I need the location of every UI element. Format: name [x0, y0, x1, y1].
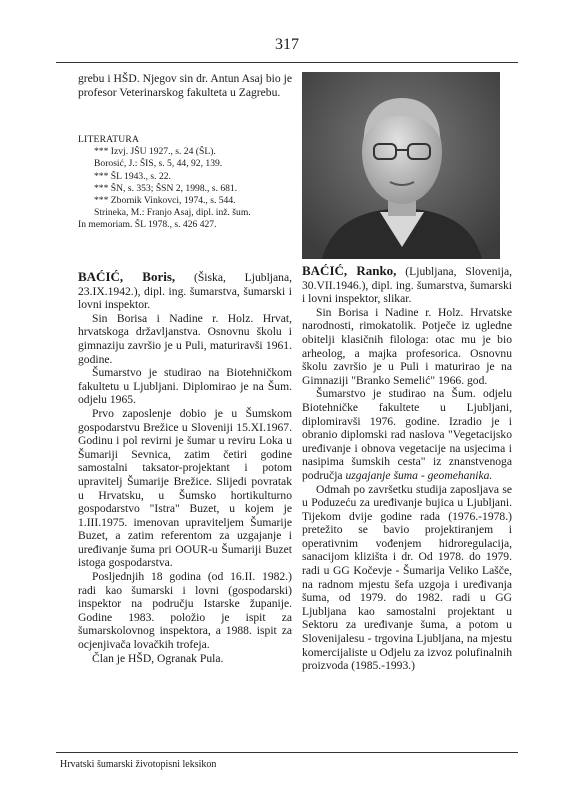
literature-list: [78, 134, 292, 232]
literature-entry: *** ŠN, s. 353; ŠSN 2, 1998., s. 681.: [94, 182, 238, 194]
entry-boris: BAĆIĆ, Boris, (Šiska, Ljubljana, 23.IX.1942.), dipl. ing. šumarstva, šumarski i lovni inspektor. Sin Borisa i Nadine r. Holz. Hrvat, hrvatskoga državljanstva. Osnovnu školu i gimnaziju završio je u Puli, maturiravši 1961. godine. Šumarstvo je studirao na Biotehničkom fakultetu u Ljubljani. Diplomirao je na Šum. odjelu 1965. Prvo zaposlenje dobio je u Šumskom gospodarstvu Brežice u Sloveniji 15.XI.1967. Godinu i pol revirni je šumar u reviru Loka u Šumariji Sevnica, zatim četiri godine samostalni taksator-projektant i potom upravitelj Šumarije Brežice. Slijedi povratak u Hrvatsku, u Šumsko hortikulturno gospodarstvo "Istra" Buzet, u kojem je 1.III.1975. imenovan upraviteljem Šumarije Buzet, a zatim referentom za uzgajanje i uređivanje šuma pri OOUR-u Šumariji Buzet istoga gospodarstva. Posljednjih 18 godina (od 16.II. 1982.) radi kao šumarski i lovni (gospodarski) inspektor na području Istarske županije. Godine 1983. položio je ispit za šumarskolovnog inspektora, a 1988. ispit za ocjenjivača lovačkih trofeja. Član je HŠD, Ogranak Pula.: [78, 269, 292, 665]
literature-entry: Borosić, J.: ŠIS, s. 5, 44, 92, 139.: [94, 158, 223, 170]
literature-entry: In memoriam. ŠL 1978., s. 426 427.: [78, 219, 217, 231]
portrait-photo: [302, 72, 500, 259]
entry-paragraph: Sin Borisa i Nadine r. Holz. Hrvat, hrvatskoga državljanstva. Osnovnu školu i gimnaziju završio je u Puli, maturiravši 1961. godine.: [78, 311, 292, 366]
footer-rule: [56, 752, 518, 753]
entry-paragraph: Šumarstvo je studirao na Biotehničkom fakultetu u Ljubljani. Diplomirao je na Šum. odjelu 1965.: [78, 366, 292, 407]
portrait-illustration: [302, 72, 500, 259]
literature-entry: *** ŠL 1943., s. 22.: [94, 170, 171, 182]
literature-heading: LITERATURA: [78, 134, 140, 145]
intro-paragraph: grebu i HŠD. Njegov sin dr. Antun Asaj bio je profesor Veterinarskog fakulteta u Zagrebu.: [78, 72, 292, 99]
entry-paragraph: Šumarstvo je studirao na Šum. odjelu Biotehničke fakultete u Ljubljani, diplomiravši 1976. godine. Izradio je i obranio diplomski rad naslova "Vegetacijsko uređivanje i obnova vegetacije na usjecima i nasipima šumskih cesta" iz znanstvenoga područja uzgajanje šuma - geomehanika.: [302, 387, 512, 482]
entry-paragraph: Sin Borisa i Nadine r. Holz. Hrvatske narodnosti, rimokatolik. Potječe iz ugledne obitelji klasičnih filologa: otac mu je bio arheolog, a majka profesorica. Osnovnu školu završio je u Puli i maturirao je na Gimnaziji "Branko Semelić" 1966. god.: [302, 305, 512, 387]
page-number: 317: [275, 36, 299, 53]
literature-entry: *** Zbornik Vinkovci, 1974., s. 544.: [94, 195, 236, 207]
entry-paragraph: Prvo zaposlenje dobio je u Šumskom gospodarstvu Brežice u Sloveniji 15.XI.1967. Godinu i pol revirni je šumar u reviru Loka u Šumariji Sevnica, zatim četiri godine samostalni taksator-projektant i potom upravitelj Šumarije Brežice. Slijedi povratak u Hrvatsku, u Šumsko hortikulturno gospodarstvo "Istra" Buzet, u kojem je 1.III.1975. imenovan upraviteljem Šumarije Buzet, a zatim referentom za uzgajanje i uređivanje šuma pri OOUR-u Šumariji Buzet istoga gospodarstva.: [78, 406, 292, 570]
entry-title-boris: BAĆIĆ, Boris,: [78, 269, 176, 284]
literature-entry: Strineka, M.: Franjo Asaj, dipl. inž. šum.: [94, 207, 251, 219]
entry-paragraph: Odmah po završetku studija zaposljava se u Poduzeću za uređivanje bujica u Ljubljani. Tijekom dvije godine rada (1976.-1978.) pretežito se bavio projektiranjem i operativnim vođenjem hidroregulacija, sanacijom klizišta i dr. Od 1978. do 1979. radi u GG Kočevje - Šumarija Veliko Lašče, na radnom mjestu šefa uzgoja i uređivanja šuma, od 1979. do 1982. radi u GG Ljubljana kao samostalni projektant u Sektoru za uređivanje šuma, a potom u Slovenijalesu - trgovina Ljubljana, na mjestu komercijaliste u Odjelu za izvoz polufinalnih proizvoda (1985.-1993.): [302, 482, 512, 673]
research-field: uzgajanje šuma - geomehanika.: [345, 468, 493, 482]
footer-title: Hrvatski šumarski životopisni leksikon: [60, 759, 217, 770]
literature-entry: *** Izvj. JŠU 1927., s. 24 (ŠL).: [94, 146, 216, 158]
entry-paragraph: Posljednjih 18 godina (od 16.II. 1982.) radi kao šumarski i lovni (gospodarski) inspektor na području Istarske županije. Godine 1983. položio je ispit za šumarskolovnog inspektora, a 1988. ispit za ocjenjivača lovačkih trofeja.: [78, 570, 292, 652]
entry-paragraph: Član je HŠD, Ogranak Pula.: [92, 651, 224, 665]
header-rule: [56, 62, 518, 63]
entry-title-ranko: BAĆIĆ, Ranko,: [302, 263, 397, 278]
entry-ranko: BAĆIĆ, Ranko, (Ljubljana, Slovenija, 30.VII.1946.), dipl. ing. šumarstva, šumarski i lovni inspektor, slikar. Sin Borisa i Nadine r. Holz. Hrvatske narodnosti, rimokatolik. Potječe iz ugledne obitelji klasičnih filologa: otac mu je bio arheolog, a majka profesorica. Osnovnu školu završio je u Puli i maturirao je na Gimnaziji "Branko Semelić" 1966. god. Šumarstvo je studirao na Šum. odjelu Biotehničke fakultete u Ljubljani, diplomiravši 1976. godine. Izradio je i obranio diplomski rad naslova "Vegetacijsko uređivanje i obnova vegetacije na usjecima i nasipima šumskih cesta" iz znanstvenoga područja uzgajanje šuma - geomehanika. Odmah po završetku studija zaposljava se u Poduzeću za uređivanje bujica u Ljubljani. Tijekom dvije godine rada (1976.-1978.) pretežito se bavio projektiranjem i operativnim vođenjem hidroregulacija, sanacijom klizišta i dr. Od 1978. do 1979. radi u GG Kočevje - Šumarija Veliko Lašče, na radnom mjestu šefa uzgoja i uređivanja šuma, od 1979. do 1982. radi u GG Ljubljana kao samostalni projektant u Sektoru za uređivanje šuma, a potom u Slovenijalesu - trgovina Ljubljana, na mjestu komercijaliste u Odjelu za izvoz polufinalnih proizvoda (1985.-1993.): [302, 263, 512, 673]
